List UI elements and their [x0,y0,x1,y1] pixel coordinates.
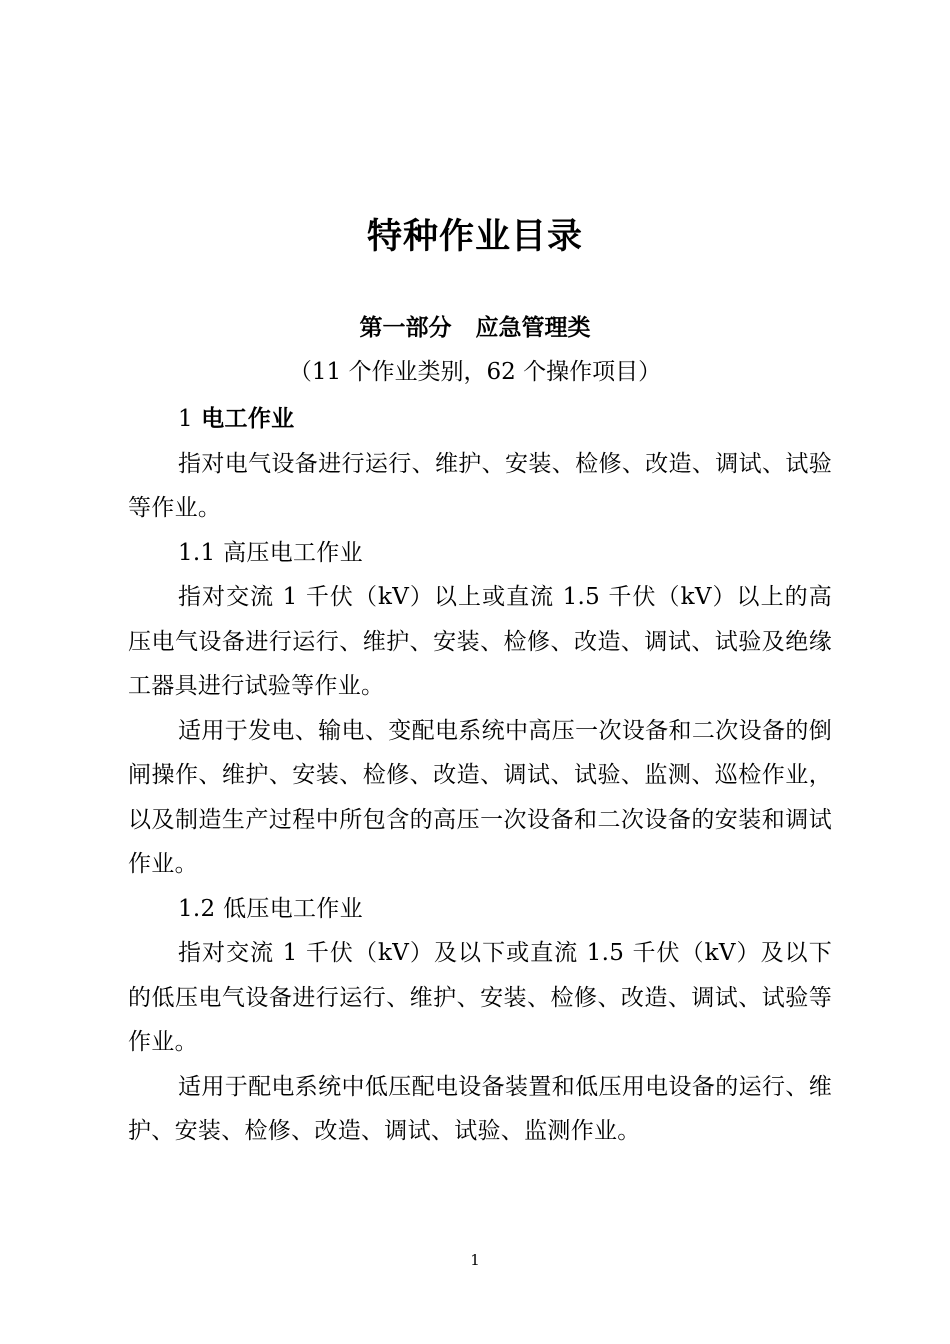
document-body [128,397,832,1154]
section-description: 指对电气设备进行运行、维护、安装、检修、改造、调试、试验等作业。 [128,450,832,521]
part-summary: （11 个作业类别，62 个操作项目） [288,359,662,385]
part-label: 第一部分 [359,315,452,341]
section-heading [128,397,832,442]
subsection-heading: 1.2 低压电工作业 [178,895,363,922]
part-name: 应急管理类 [475,315,591,341]
section-title: 电工作业 [201,406,295,432]
page-number: 1 [470,1251,480,1269]
paragraph: 适用于发电、输电、变配电系统中高压一次设备和二次设备的倒闸操作、维护、安装、检修、改造、调试、试验、监测、巡检作业，以及制造生产过程中所包含的高压一次设备和二次设备的安装和调试作业。 [128,717,832,877]
part-title [0,310,950,346]
paragraph: 指对交流 1 千伏（kV）以上或直流 1.5 千伏（kV）以上的高压电气设备进行运行、维护、安装、检修、改造、调试、试验及绝缘工器具进行试验等作业。 [128,584,832,699]
page-title: 特种作业目录 [366,217,583,257]
subsection-heading: 1.1 高压电工作业 [178,539,363,566]
paragraph: 指对交流 1 千伏（kV）及以下或直流 1.5 千伏（kV）及以下的低压电气设备进行运行、维护、安装、检修、改造、调试、试验等作业。 [128,940,832,1055]
paragraph: 适用于配电系统中低压配电设备装置和低压用电设备的运行、维护、安装、检修、改造、调试、试验、监测作业。 [128,1073,832,1144]
section-number: 1 [178,406,193,432]
